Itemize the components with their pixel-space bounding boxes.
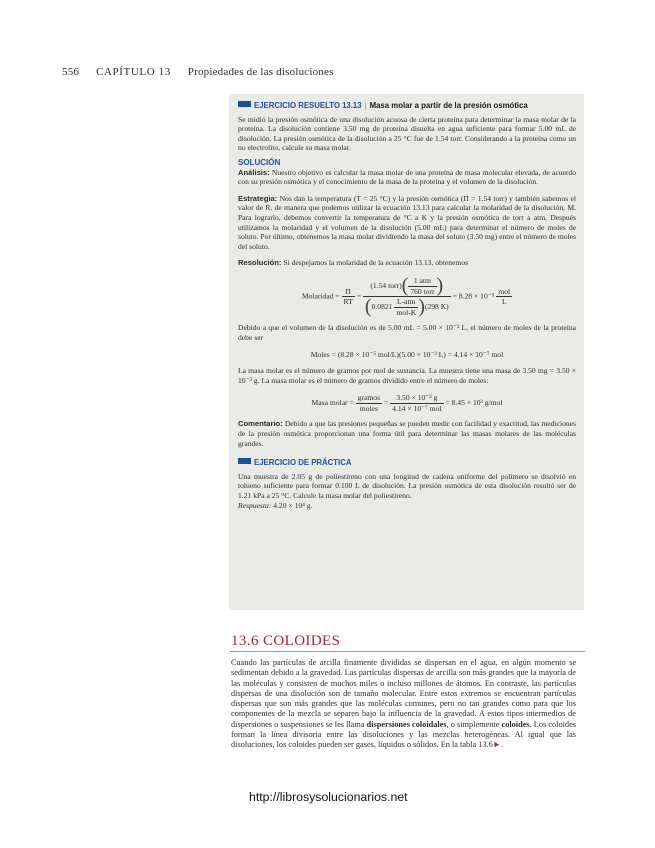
resolution-label: Resolución:	[238, 258, 282, 268]
exercise-label: EJERCICIO RESUELTO 13.13	[254, 101, 362, 110]
exercise-title: Masa molar a partir de la presión osmótica	[369, 101, 528, 110]
square-marker-icon	[238, 458, 251, 464]
strategy-text: Nos dan la temperatura (T = 25 °C) y la presión osmótica (Π = 1.54 torr) y también sabemos el valor de R, de manera que podemos utilizar la ecuación 13.13 para calcular la molaridad de la disolución, M. Para lograrlo, debemos convertir la temperatura de °C a K y la presión osmótica de torr a atm. Después utilizamos la molaridad y el volumen de la disolución (5.00 mL) para determinar el número de moles de soluto. Por último, obtenemos la masa molar dividiendo la masa del soluto (3.50 mg) entre el número de moles del soluto.	[238, 193, 576, 251]
table-reference-arrow-icon[interactable]: ►	[492, 740, 501, 750]
practice-answer	[238, 501, 576, 511]
comment-paragraph	[238, 419, 576, 448]
molarity-equation: Molaridad = $\frac{\Pi}{RT}$ = (1.54 torr)( $\frac{\text{1 atm}}{\text{760 torr}}$ ) (0.0821 $\frac{\text{L-atm}}{\text{mol-K}}$ )(298 K) = 8.28 × 10⁻⁵ $\frac{\text{mol}}{L}$	[301, 274, 511, 318]
pi-over-rt: $\frac{\Pi}{RT}$	[343, 286, 353, 307]
square-marker-icon	[238, 101, 251, 107]
comment-text: Debido a que las presiones pequeñas se pueden medir con facilidad y exactitud, las mediciones de la presión osmótica proporcionan una forma útil para determinar las masas molares de las moléculas grandes.	[238, 419, 576, 448]
section-body: Cuando las partículas de arcilla finamente divididas se dispersan en el agua, en algún momento se sedimentan debido a la gravedad. Las partículas dispersas de arcilla son más grandes que la mayoría de las moléculas y consisten de muchos miles o incluso millones de átomos. En contraste, las partículas dispersas de una disolución son de tamaño molecular. Entre estos extremos se encuentran partículas dispersas que son más grandes que las moléculas comunes, pero no tan grandes como para que los componentes de la mezcla se separen bajo la influencia de la gravedad. A estos tipos intermedios de dispersiones o suspensiones se les llama dispersiones coloidales, o simplemente coloides. Los coloides forman la línea divisoria entre las disoluciones y las mezclas heterogéneas. Al igual que las disoluciones, los coloides pueden ser gases, líquidos o sólidos. En la tabla 13.6►.	[231, 658, 576, 750]
chapter-title: Propiedades de las disoluciones	[187, 66, 334, 78]
exercise-heading: EJERCICIO RESUELTO 13.13 | Masa molar a partir de la presión osmótica	[238, 101, 576, 111]
solution-heading: SOLUCIÓN	[238, 157, 281, 167]
analysis-paragraph	[238, 168, 576, 187]
molarity-fraction: (1.54 torr)( $\frac{\text{1 atm}}{\text{760 torr}}$ ) (0.0821 $\frac{\text{L-atm}}{\text{mol-K}}$ )(298 K)	[364, 274, 449, 318]
eq1-lhs: Molaridad =	[301, 291, 340, 301]
practice-text: Una muestra de 2.05 g de poliestireno con una longitud de cadena uniforme del polímero se disolvió en tolueno suficiente para formar 0.100 L de disolución. La presión osmótica de esta disolución resultó ser de 1.21 kPa a 25 °C. Calcule la masa molar del poliestireno.	[238, 471, 576, 500]
analysis-label: Análisis:	[238, 167, 270, 177]
solved-exercise-box	[229, 94, 584, 610]
practice-label: EJERCICIO DE PRÁCTICA	[254, 458, 352, 468]
page-header	[62, 66, 334, 78]
moles-paragraph: Debido a que el volumen de la disolución es de 5.00 mL = 5.00 × 10⁻³ L, el número de moles de la proteína debe ser	[238, 323, 576, 342]
moles-equation: Moles = (8.28 × 10⁻⁵ mol/L)(5.00 × 10⁻³ L) = 4.14 × 10⁻⁷ mol	[310, 350, 504, 360]
resolution-paragraph	[238, 258, 576, 268]
analysis-text: Nuestro objetivo es calcular la masa molar de una proteína de masa molecular elevada, de acuerdo con su presión osmótica y el conocimiento de la masa de la proteína y el volumen de la disolución.	[238, 167, 576, 187]
term-colloidal-dispersions: dispersiones coloidales	[366, 719, 447, 729]
section-divider	[230, 651, 585, 652]
term-colloids: coloides	[501, 719, 530, 729]
strategy-paragraph	[238, 194, 576, 252]
footer-url[interactable]: http://librosysolucionarios.net	[249, 790, 408, 804]
molar-mass-equation: Masa molar = $\frac{\text{gramos}}{\text{moles}}$ = $\frac{\text{3.50 × 10⁻³ g}}{\text{4.14 × 10⁻⁷ mol}}$ = 8.45 × 10³ g/mol	[311, 393, 503, 413]
answer-value: 4.20 × 10⁴ g.	[273, 500, 313, 510]
strategy-label: Estrategia:	[238, 193, 278, 203]
comment-label: Comentario:	[238, 419, 283, 429]
practice-heading	[238, 458, 576, 468]
exercise-statement: Se midió la presión osmótica de una disolución acuosa de cierta proteína para determinar la masa molar de la proteína. La disolución contiene 3.50 mg de proteína disuelta en agua suficiente para formar 5.00 mL de disolución. La presión osmótica de la disolución a 25 °C fue de 1.54 torr. Considerando a la proteína como un no electrolito, calcule su masa molar.	[238, 114, 576, 153]
molar-mass-paragraph: La masa molar es el número de gramos por mol de sustancia. La muestra tiene una masa de 3.50 mg = 3.50 × 10⁻³ g. La masa molar es el número de gramos dividido entre el número de moles:	[238, 366, 576, 385]
chapter-label: CAPÍTULO 13	[96, 66, 171, 78]
answer-label: Respuesta:	[238, 500, 272, 510]
page-number: 556	[62, 66, 80, 78]
resolution-text: Si despejamos la molaridad de la ecuación 13.13, obtenemos	[283, 258, 469, 268]
section-title: 13.6 COLOIDES	[231, 633, 341, 649]
